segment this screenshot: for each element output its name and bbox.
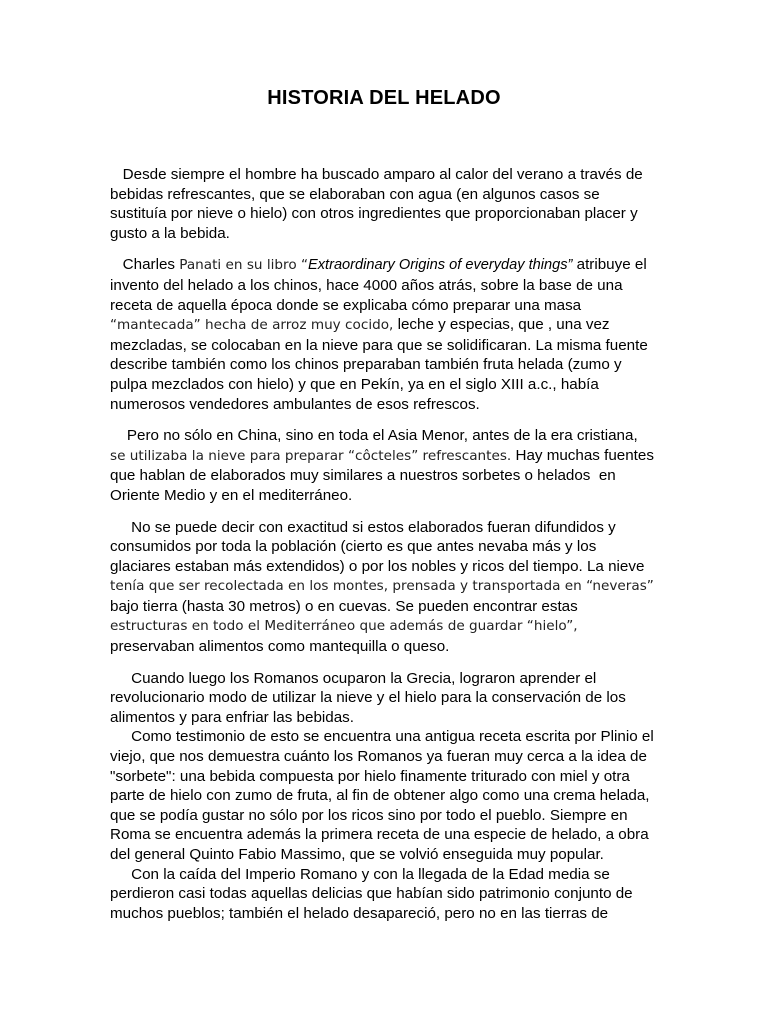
paragraph-6: Como testimonio de esto se encuentra una antigua receta escrita por Plinio el viejo, que nos demuestra cuánto los Romanos ya fueran muy cerca a la idea de "sorbete": una bebida compuesta por hielo finamente triturado con miel y otra parte de hielo con zumo de fruta, al fin de obtener algo como una crema helada, que se podía gustar no sólo por los ricos sino por todo el pueblo. Siempre en Roma se encuentra además la primera receta de una especie de helado, a obra del general Quinto Fabio Massimo, que se volvió enseguida muy popular. xyxy=(110,728,658,863)
paragraph-2-text-d: atribuye el invento del helado a los chinos, hace 4000 años atrás, sobre la base de una receta de aquella época donde se explicaba cómo preparar una masa xyxy=(110,256,651,314)
paragraph-1-text: Desde siempre el hombre ha buscado amparo al calor del verano a través de bebidas refrescantes, que se elaboraban con agua (en algunos casos se sustituía por nieve o hielo) con otros ingredientes que proporcionaban placer y gusto a la bebida. xyxy=(110,166,647,242)
paragraph-3-text-b: se utilizaba la nieve para preparar “côcteles” refrescantes. xyxy=(110,447,512,464)
paragraph-2 xyxy=(110,255,655,414)
paragraph-7: Con la caída del Imperio Romano y con la llegada de la Edad media se perdieron casi todas aquellas delicias que habían sido patrimonio conjunto de muchos pueblos; también el helado desapareció, pero no en las tierras de xyxy=(110,865,637,922)
paragraph-4-text-e: preservaban alimentos como mantequilla o queso. xyxy=(110,617,582,656)
paragraph-2-text-a: Charles xyxy=(110,256,180,274)
paragraph-2-text-f: leche y especias, que , una vez mezcladas, se colocaban en la nieve para que se solidificaran. La misma fuente describe también como los chinos preparaban también fruta helada (zumo y pulpa mezclados con hielo) y que en Pekín, ya en el siglo XIII a.c., había numerosos vendedores ambulantes de esos refrescos. xyxy=(110,316,653,413)
paragraph-3 xyxy=(110,426,659,505)
paragraph-2-text-b: Panati en su libro “ xyxy=(179,257,308,274)
document-body xyxy=(110,165,659,923)
page-title: HISTORIA DEL HELADO xyxy=(267,87,501,109)
paragraph-2-text-e: “mantecada” hecha de arroz muy cocido, xyxy=(110,317,394,334)
paragraph-4-text-d: estructuras en todo el Mediterráneo que además de guardar “hielo”, xyxy=(110,618,578,635)
paragraph-1 xyxy=(110,165,655,243)
paragraph-4-text-a: No se puede decir con exactitud si estos elaborados fueran difundidos y consumidos por toda la población (cierto es que antes nevaba más y los glaciares estaban más extendidos) o por los nobles y ricos del tiempo. La nieve xyxy=(110,518,649,575)
paragraph-2-book-title: Extraordinary Origins of everyday things” xyxy=(308,257,573,274)
paragraph-4-text-c: bajo tierra (hasta 30 metros) o en cuevas. Se pueden encontrar estas xyxy=(110,577,659,615)
paragraph-3-text-c: Hay muchas fuentes que hablan de elaborados muy similares a nuestros sorbetes o helados en Oriente Medio y en el mediterráneo. xyxy=(110,446,659,504)
paragraph-4-text-b: tenía que ser recolectada en los montes, prensada y transportada en “neveras” xyxy=(110,578,654,595)
paragraph-4 xyxy=(110,518,659,657)
paragraph-3-text-a: Pero no sólo en China, sino en toda el Asia Menor, antes de la era cristiana, xyxy=(110,427,642,445)
paragraph-5: Cuando luego los Romanos ocuparon la Grecia, lograron aprender el revolucionario modo de utilizar la nieve y el hielo para la conservación de los alimentos y para enfriar las bebidas. xyxy=(110,669,631,726)
